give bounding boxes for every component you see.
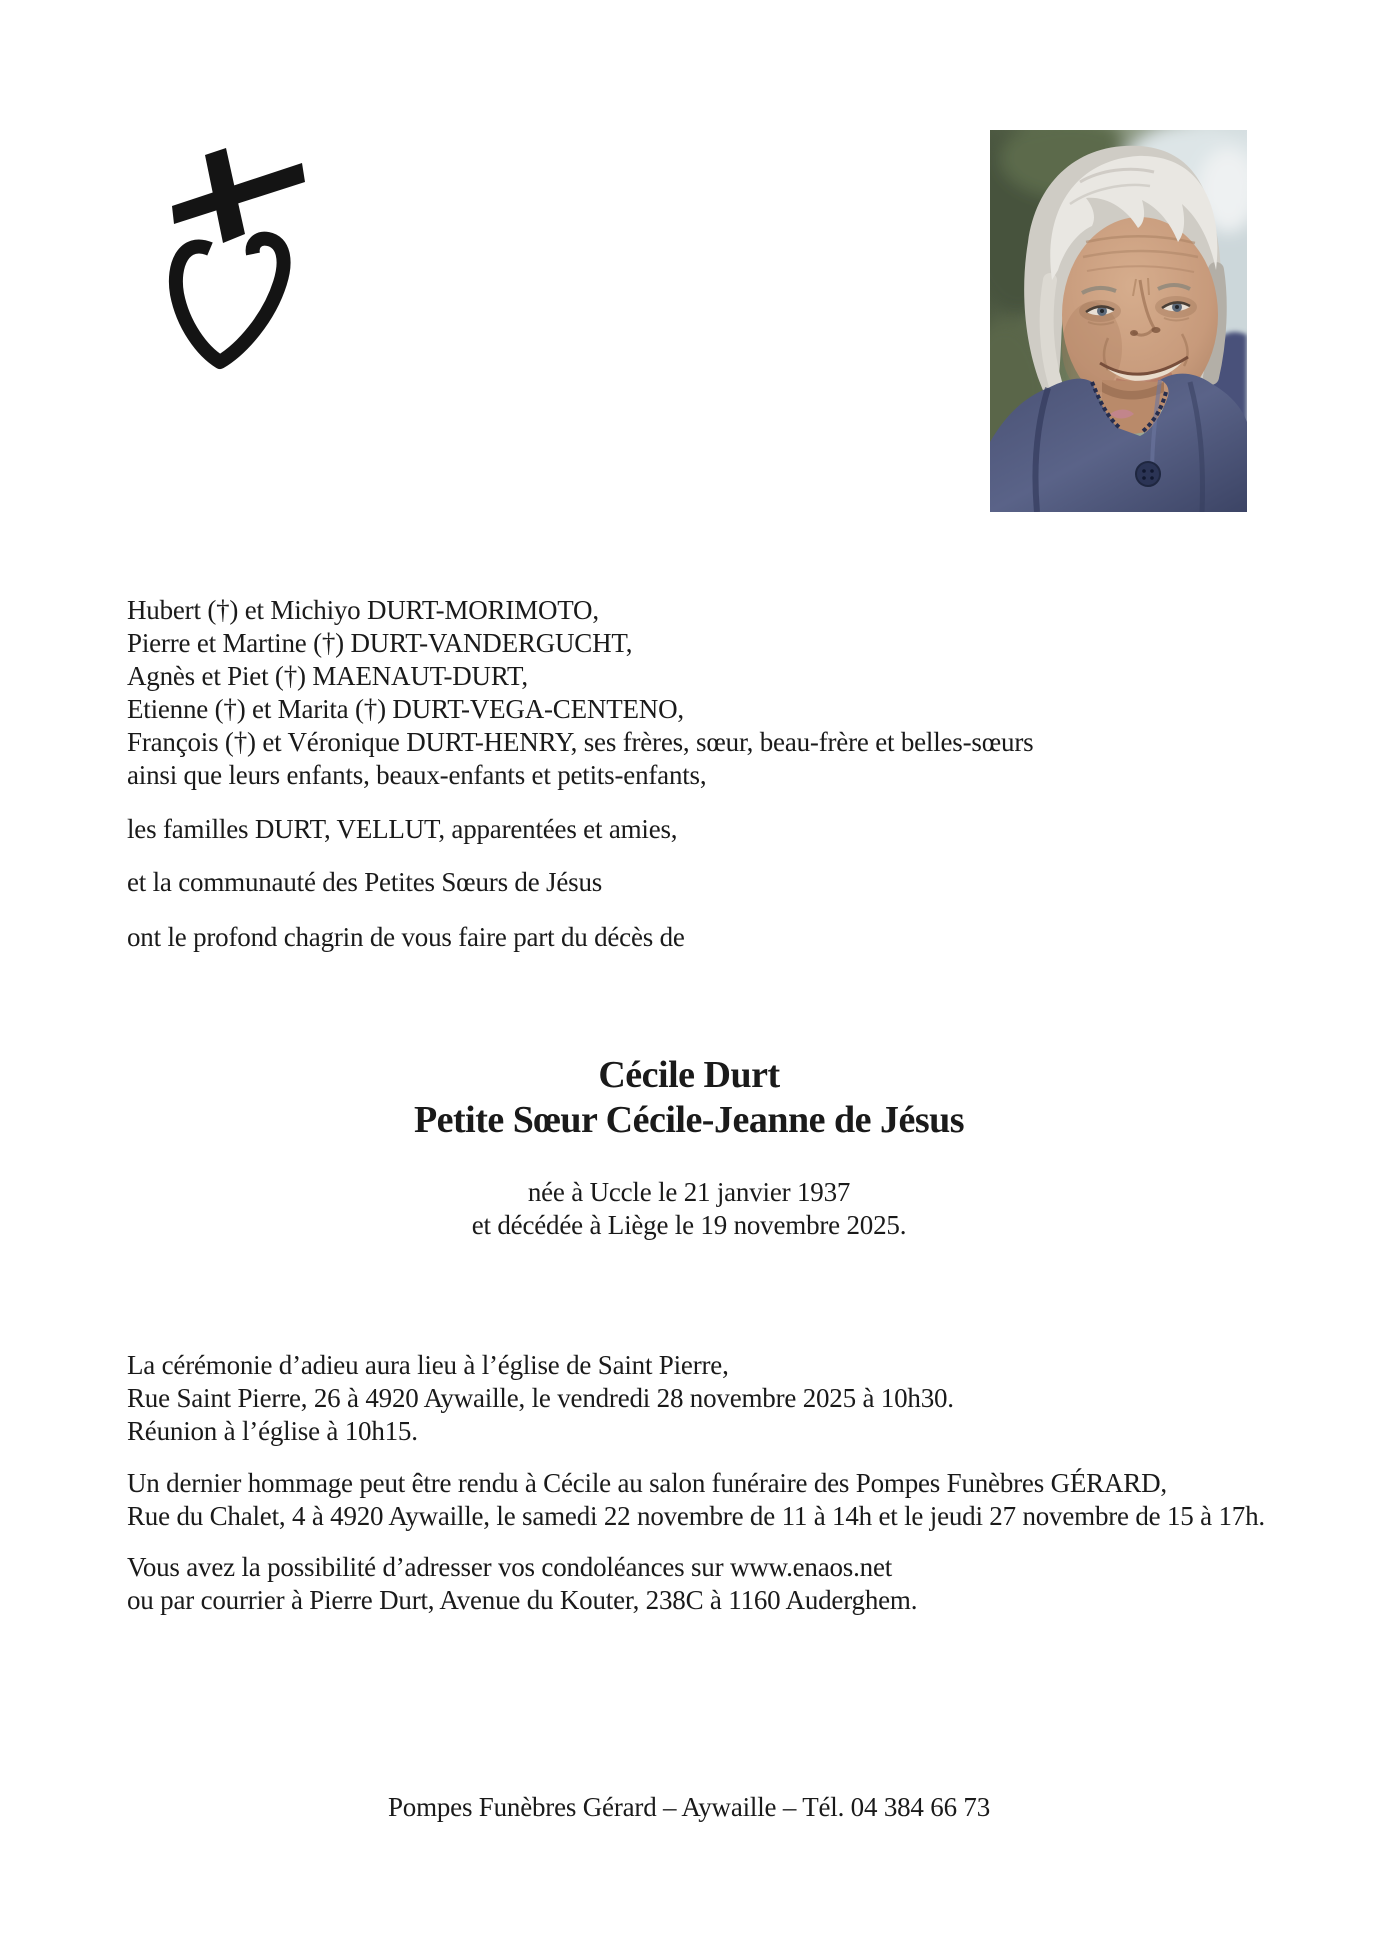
condolences-paragraph bbox=[127, 1551, 917, 1617]
family-line: ainsi que leurs enfants, beaux-enfants et petits-enfants, bbox=[127, 760, 707, 790]
dates-block bbox=[0, 1176, 1378, 1242]
family-members-paragraph bbox=[127, 594, 1033, 792]
community-line: et la communauté des Petites Sœurs de Jésus bbox=[127, 867, 603, 897]
portrait-photo-image bbox=[990, 130, 1247, 512]
tribute-line: Un dernier hommage peut être rendu à Cécile au salon funéraire des Pompes Funèbres GÉRARD, bbox=[127, 1468, 1167, 1498]
funeral-home-footer: Pompes Funèbres Gérard – Aywaille – Tél. 04 384 66 73 bbox=[387, 1792, 991, 1822]
death-line: et décédée à Liège le 19 novembre 2025. bbox=[471, 1210, 907, 1240]
cross-heart-logo bbox=[168, 148, 313, 370]
ceremony-line: La cérémonie d’adieu aura lieu à l’église de Saint Pierre, bbox=[127, 1350, 729, 1380]
tribute-line: Rue du Chalet, 4 à 4920 Aywaille, le samedi 22 novembre de 11 à 14h et le jeudi 27 novembre de 15 à 17h. bbox=[127, 1501, 1265, 1531]
portrait-photo bbox=[990, 130, 1247, 512]
deceased-religious-name: Petite Sœur Cécile-Jeanne de Jésus bbox=[413, 1099, 965, 1141]
ceremony-paragraph bbox=[127, 1349, 954, 1448]
family-line: Hubert (†) et Michiyo DURT-MORIMOTO, bbox=[127, 595, 599, 625]
deceased-name-block bbox=[0, 1053, 1378, 1143]
tribute-paragraph bbox=[127, 1467, 1265, 1533]
family-line: François (†) et Véronique DURT-HENRY, ses frères, sœur, beau-frère et belles-sœurs bbox=[127, 727, 1034, 757]
announcement-line: ont le profond chagrin de vous faire part du décès de bbox=[127, 922, 685, 952]
ceremony-line: Rue Saint Pierre, 26 à 4920 Aywaille, le vendredi 28 novembre 2025 à 10h30. bbox=[127, 1383, 954, 1413]
families-line: les familles DURT, VELLUT, apparentées et amies, bbox=[127, 814, 678, 844]
deceased-name: Cécile Durt bbox=[598, 1054, 780, 1096]
family-line: Pierre et Martine (†) DURT-VANDERGUCHT, bbox=[127, 628, 633, 658]
family-line: Agnès et Piet (†) MAENAUT-DURT, bbox=[127, 661, 528, 691]
cross-heart-icon bbox=[168, 148, 313, 370]
condolences-line: Vous avez la possibilité d’adresser vos condoléances sur www.enaos.net bbox=[127, 1552, 893, 1582]
ceremony-line: Réunion à l’église à 10h15. bbox=[127, 1416, 418, 1446]
condolences-line: ou par courrier à Pierre Durt, Avenue du Kouter, 238C à 1160 Auderghem. bbox=[127, 1585, 918, 1615]
family-line: Etienne (†) et Marita (†) DURT-VEGA-CENTENO, bbox=[127, 694, 684, 724]
birth-line: née à Uccle le 21 janvier 1937 bbox=[527, 1177, 851, 1207]
